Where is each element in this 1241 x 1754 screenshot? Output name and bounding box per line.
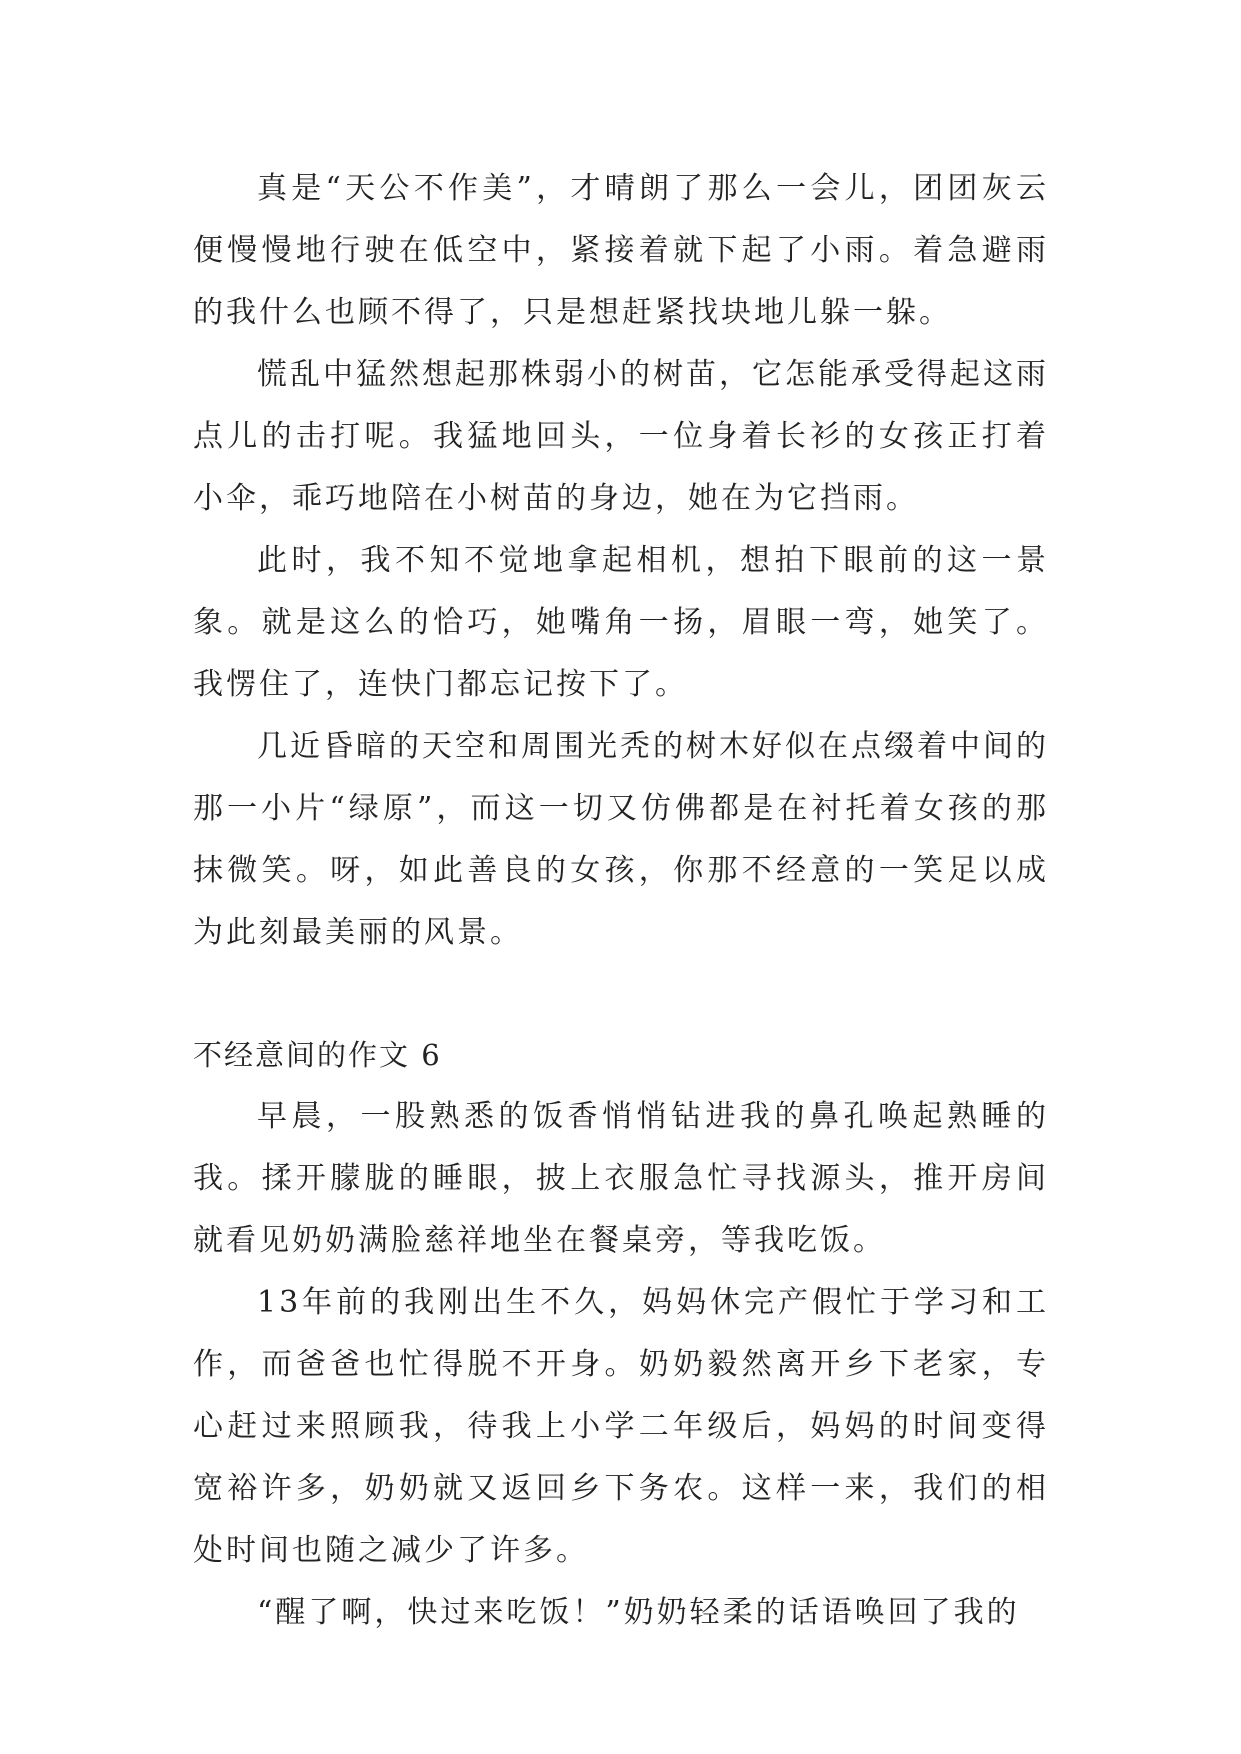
section-title: 不经意间的作文 6 xyxy=(193,1038,442,1072)
paragraph: 此时，我不知不觉地拿起相机，想拍下眼前的这一景象。就是这么的恰巧，她嘴角一扬，眉眼一弯，她笑了。我愣住了，连快门都忘记按下了。 xyxy=(193,543,1049,702)
paragraph: 真是“天公不作美”，才晴朗了那么一会儿，团团灰云便慢慢地行驶在低空中，紧接着就下起了小雨。着急避雨的我什么也顾不得了，只是想赶紧找块地儿躲一躲。 xyxy=(193,171,1049,330)
paragraph: 13年前的我刚出生不久，妈妈休完产假忙于学习和工作，而爸爸也忙得脱不开身。奶奶毅然离开乡下老家，专心赶过来照顾我，待我上小学二年级后，妈妈的时间变得宽裕许多，奶奶就又返回乡下务农。这样一来，我们的相处时间也随之减少了许多。 xyxy=(193,1285,1049,1568)
paragraph: “醒了啊，快过来吃饭！”奶奶轻柔的话语唤回了我的 xyxy=(257,1595,1020,1630)
paragraph: 几近昏暗的天空和周围光秃的树木好似在点缀着中间的那一小片“绿原”，而这一切又仿佛都是在衬托着女孩的那抹微笑。呀，如此善良的女孩，你那不经意的一笑足以成为此刻最美丽的风景。 xyxy=(193,729,1049,950)
paragraph: 早晨，一股熟悉的饭香悄悄钻进我的鼻孔唤起熟睡的我。揉开朦胧的睡眼，披上衣服急忙寻找源头，推开房间就看见奶奶满脸慈祥地坐在餐桌旁，等我吃饭。 xyxy=(193,1099,1049,1258)
document-body xyxy=(193,158,1049,1644)
paragraph: 慌乱中猛然想起那株弱小的树苗，它怎能承受得起这雨点儿的击打呢。我猛地回头，一位身着长衫的女孩正打着小伞，乖巧地陪在小树苗的身边，她在为它挡雨。 xyxy=(193,357,1049,516)
